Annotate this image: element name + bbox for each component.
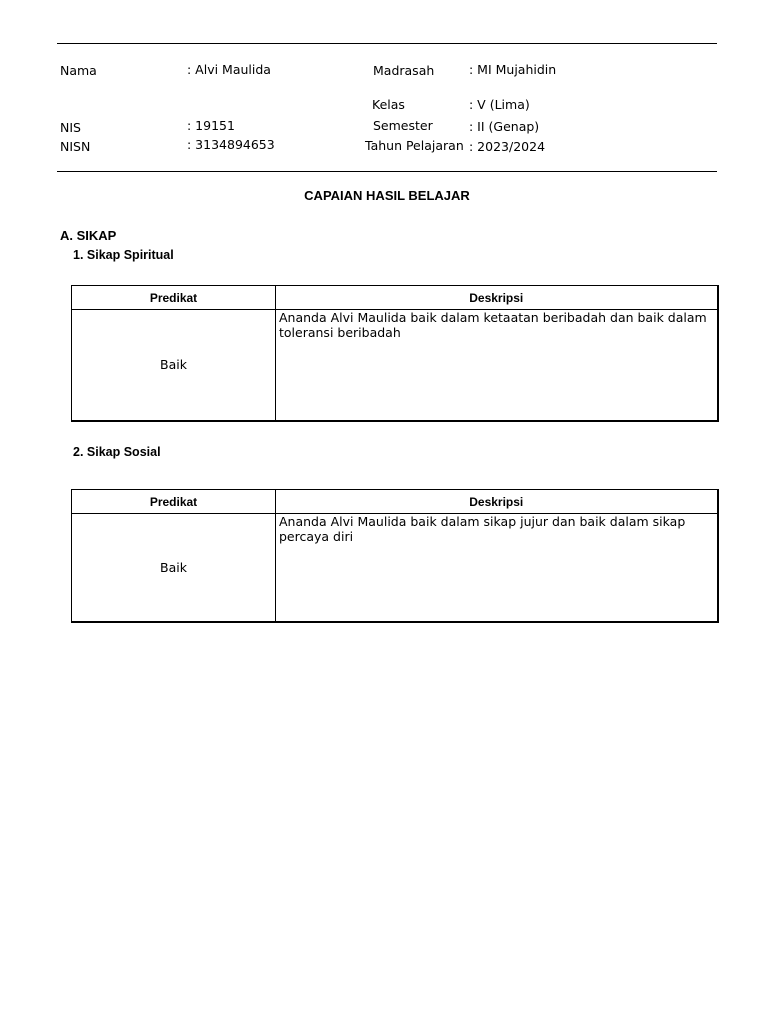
nama-label: Nama bbox=[60, 63, 97, 78]
madrasah-value: : MI Mujahidin bbox=[469, 62, 557, 77]
table-header-row bbox=[72, 490, 718, 514]
col-predikat-header: Predikat bbox=[72, 286, 276, 310]
sikap-spiritual-heading: 1. Sikap Spiritual bbox=[73, 248, 174, 262]
kelas-value: : V (Lima) bbox=[469, 97, 530, 112]
semester-value: : II (Genap) bbox=[469, 119, 540, 134]
tahun-pelajaran-value: : 2023/2024 bbox=[469, 139, 546, 154]
sikap-sosial-heading: 2. Sikap Sosial bbox=[73, 445, 161, 459]
tahun-pelajaran-label: Tahun Pelajaran bbox=[365, 138, 464, 153]
deskripsi-cell: Ananda Alvi Maulida baik dalam ketaatan beribadah dan baik dalam toleransi beribadah bbox=[276, 310, 718, 421]
nis-label: NIS bbox=[60, 120, 81, 135]
sikap-sosial-table bbox=[71, 489, 719, 623]
semester-label: Semester bbox=[373, 118, 433, 133]
predikat-cell: Baik bbox=[72, 514, 276, 622]
col-deskripsi-header: Deskripsi bbox=[276, 490, 718, 514]
table-row bbox=[72, 514, 718, 622]
top-divider bbox=[57, 43, 717, 44]
nama-value: : Alvi Maulida bbox=[187, 62, 271, 77]
col-predikat-header: Predikat bbox=[72, 490, 276, 514]
col-deskripsi-header: Deskripsi bbox=[276, 286, 718, 310]
sikap-spiritual-table bbox=[71, 285, 719, 422]
kelas-label: Kelas bbox=[372, 97, 405, 112]
page-title: CAPAIAN HASIL BELAJAR bbox=[304, 188, 470, 203]
bottom-divider bbox=[57, 171, 717, 172]
nis-value: : 19151 bbox=[187, 118, 235, 133]
nisn-value: : 3134894653 bbox=[187, 137, 275, 152]
table-header-row bbox=[72, 286, 718, 310]
section-a-heading: A. SIKAP bbox=[60, 228, 117, 243]
madrasah-label: Madrasah bbox=[373, 63, 435, 78]
table-row bbox=[72, 310, 718, 421]
deskripsi-cell: Ananda Alvi Maulida baik dalam sikap jujur dan baik dalam sikap percaya diri bbox=[276, 514, 718, 622]
nisn-label: NISN bbox=[60, 139, 91, 154]
predikat-cell: Baik bbox=[72, 310, 276, 421]
